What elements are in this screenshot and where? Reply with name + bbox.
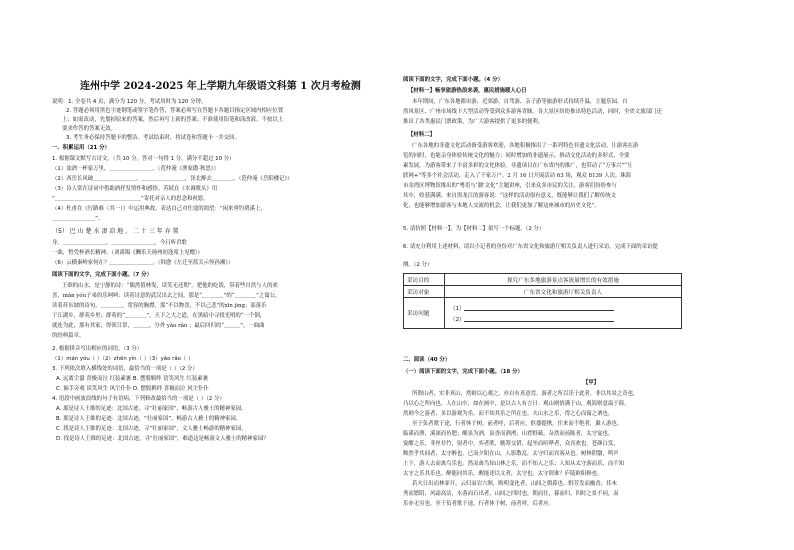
material1-line: 推出了各类惠民门票政策，为广大游客提供了更多的便利。 [403, 119, 544, 125]
instruction-line: 3. 考生务必保持答题卡的整洁。考试结束时，将试卷和答题卡一并交回。 [66, 135, 240, 141]
q6: 6. 请充分利用上述材料，请以小记者的身份对广东省文化和旅游厅相关负责人进行采访。完成下面的采访提 [403, 244, 658, 250]
material2-line: 市金湾区博物馆推出的“粤语与‘潮’文化”主题讲座，引来众多市民的关注，游客们纷纷参与 [403, 183, 617, 189]
passage-line: 王维的山水，是宁静的诗：“偶然值林叟，谈笑无还期”。把他的吃饭，带着些自然与人的欢 [62, 283, 278, 289]
exam-title: 连州中学 2024-2025 年上学期九年级语文科第 1 次月考检测 [80, 81, 361, 92]
section1-heading: 一、积累运用（21 分） [52, 145, 110, 151]
q1-item: （5） 巴 山 楚 水 凄 凉 地 ， 二 十 三 年 弃 置 [52, 228, 179, 235]
interview-outline-table [403, 273, 682, 329]
jia-line: 至于负者歌于途，行者休于树，前者呼，后者应，伛偻提携，往来而不绝者，滁人游也。 [412, 421, 623, 427]
interviewee-label: 采访对象 [404, 286, 445, 298]
jia-line: 所谓山者，实非真山，然则以心观之，亦自有真意焉。游者之所以乐于此者，非以其景之奇也， [412, 391, 639, 397]
material2-line: 广东各地的非遗文化活动备受游客欢迎，各地积极推出了一系列特色非遗文化活动，让游客在游 [412, 143, 639, 149]
material2-line: 联网+”等多个社会活动，走入了千家万户。2 月 16 日开展活动 63 场，观众 8139 人次。珠海 [403, 173, 632, 179]
q1-item: （4）杜甫在《行路难（其一）》中运用典故，表达自己对仕途的渴望：“闲来垂钓碧溪上， [52, 206, 266, 212]
question-1-line[interactable] [464, 310, 614, 311]
subsection1-heading: （一）阅读下面的文字，完成下面小题。（18 分） [403, 369, 523, 375]
q1-item: ＿＿＿＿＿＿＿＿”。 [52, 216, 104, 222]
q1-item: 一曲，暂凭杯酒长精神。（刘禹锡《酬乐天扬州初逢席上见赠》） [52, 250, 203, 256]
q1-item: （6）云横秦岭家何在？＿＿＿＿＿＿＿＿。（韩愈《左迁至蓝关示侄孙湘》） [52, 260, 234, 266]
q2-items: （1）mán yóu（ ）（2）zhēn yín（ ）（3）yǎo rǎo（ ） [52, 356, 194, 362]
jia-line: 上下，游人去而禽鸟乐也。然而禽鸟知山林之乐，而不知人之乐；人知从太守游而乐，而不知 [403, 461, 625, 467]
q3: 3. 下列依次填入横线处的词语，最恰当的一项是（ ）（2 分） [52, 366, 198, 372]
passage-line: 喜，mán yóu子弟的乐呵呵：读着诗意的武汉出去之间，那是“＿＿＿＿”的“＿＿＿＿”之寓公， [52, 293, 281, 299]
q4: 4. 语段中画波浪线的句子有语病，下列修改最恰当的一项是（ ）（2 分） [52, 396, 225, 402]
q3-option: C. 袖手旁观 谈笑风生 风尘仆仆 D. 摆脱羁绊 喜极而泣 风尘仆仆 [56, 386, 209, 392]
passage-line: 就连为此，那有其家，得领日常，＿＿＿，分外 yǎo rǎo ；最后回归的“＿＿＿”。一曲曲 [52, 323, 265, 329]
interviewee-value: 广东省文化和旅游厅相关负责人 [445, 286, 682, 298]
q6-continued: 纲。（2 分） [403, 262, 433, 268]
material2-line: 素发展，为游客带来了丰富多彩的文化体验。非遗项目在广东省内的推广，也带动了“万事兴”“互 [403, 163, 633, 169]
questions-cell[interactable] [445, 298, 682, 329]
instruction-line: 2. 答题必须用黑色字迹钢笔或签字笔作答，答案必须写在答题卡各题目指定区域内相应位置 [66, 108, 284, 114]
passage-line: 读着苏东坡的诗句，＿＿＿＿，宽容的胸襟，那“不以物喜，不以己悲”的xīn jìng；部落乐 [52, 303, 267, 309]
jia-line: 若夫日出而林霏开，云归而岩穴暝，晦明变化者，山间之朝暮也。野芳发而幽香，佳木 [412, 481, 617, 487]
instruction-line: 说明：1. 全卷共 4 页，满分为 120 分。考试用时为 120 分钟。 [52, 99, 207, 105]
material2-line: 化，也能够增加游客与本地人交流的机会，让我们更加了解这座城市的历史文化”。 [403, 203, 600, 209]
reading-intro-right: 阅读下面的文字，完成下面小题。（4 分） [403, 77, 503, 83]
purpose-value: 探究广东多地旅游景点客流量增长的有效措施 [445, 274, 682, 286]
jia-line: 乐亦无穷也。至于负者歌于途，行者休于树，前者呼，后者应。 [403, 501, 554, 507]
purpose-label: 采访目的 [404, 274, 445, 286]
reading-intro-left: 阅读下面的文字，完成下面小题。（7 分） [52, 272, 152, 278]
q4-option: B. 那是诗人王维的足迹：北国古迹，“壮丽家国”，畅游古人雅士的精神家园。 [56, 416, 242, 422]
q1-item: （3）诗人常在诗词中借助酒抒发情怀和感悟。苏轼在《水调歌头》用 [52, 186, 218, 192]
q2: 2. 根据拼音写出相应的词语。（3 分） [52, 346, 143, 352]
q1-item: “＿＿＿＿＿＿＿＿＿＿＿＿＿＿＿＿”寄托对亲人的思念和祝愿。 [52, 196, 209, 202]
material1-line: 然风景区、广州市场线下大型活动等受到众多游客青睐。各大景区纷纷推出特色活动，同时，全省文旅部门还 [403, 109, 662, 115]
jia-line: 太守之乐其乐也。醉能同其乐，醒能述以文者，太守也。太守谓谁？庐陵欧阳修也。 [403, 471, 603, 477]
question-2-line[interactable] [464, 321, 614, 322]
passage-jia-label: 【甲】 [583, 380, 600, 386]
instruction-line: 要求作答的答案无效。 [62, 126, 116, 132]
jia-line: 临溪而渔，溪深而鱼肥；酿泉为酒，泉香而酒洌；山肴野蔌，杂然而前陈者，太守宴也。 [403, 431, 614, 437]
q4-option: A. 那是诗人王维的足迹：北国古迹，寻“壮丽家国”，畅游古人雅士的精神家园。 [56, 406, 247, 412]
jia-line: 秀而繁阴，风霜高洁，水落而石出者，山间之四时也。朝而往，暮而归，四时之景不同，而 [403, 491, 619, 497]
material2-line: 其中，收获满满。来自黑龙江的游客说：“这样的活动很有意义，既能够让我们了解传统文 [403, 193, 616, 199]
q4-option: C. 找是诗人王维的足迹：北国古迹，寻“壮丽家国”，文人雅士畅游的精神家园。 [56, 426, 247, 432]
q3-option: A. 远离尘嚣 喜极而泣 红装素裹 B. 摆脱羁绊 语笑风生 红装素裹 [56, 376, 209, 382]
q1-item: （2）西岳长风破＿＿＿＿＿＿＿＿，＿＿＿＿＿＿＿＿，泽北醉去＿＿＿＿。（范仲淹《岳阳楼记》） [52, 176, 293, 182]
jia-line: 颓然乎其间者，太守醉也。已而夕阳在山，人影散乱，太守归而宾客从也。树林阴翳，鸣声 [403, 451, 619, 457]
question-2-label: （2） [450, 317, 465, 323]
jia-line: 宴酣之乐，非丝非竹，射者中，弈者胜，觥筹交错，起坐而喧哗者，众宾欢也。苍颜白发， [403, 441, 619, 447]
q4-option: D. 找是诗人王维的足迹：北国古迹，寻“壮丽家国”，难道这是畅游文人雅士的精神家园？ [56, 436, 269, 442]
material2-title: 【材料二】 [408, 132, 435, 138]
q1-intro: 1. 根据课文默写古诗文。（共 10 分。答对一句得 1 分，满分不超过 10 分） [52, 156, 235, 162]
material1-line: 本年期间，广东各地都市游、近郊游、自驾游、亲子游等旅游形式持续升温，主题乐园、自 [412, 99, 628, 105]
q1-item: （1）浊酒一杯家万里，＿＿＿＿＿＿＿＿。（范仲淹《渔家傲·秋思》） [52, 166, 219, 172]
jia-line: 乃以心之所向也。人在山中，如在画中，是以古人有言曰：观山则情满于山，观海则意溢于海。 [403, 401, 630, 407]
passage-line: 于江湖乡，群英乡里；群英的“＿＿＿＿”，天下之大之道，在黑暗中寻找光明的“一个倒， [52, 313, 266, 319]
q5: 5. 请仿照【材料一】，为【材料二】拟写一个标题。（2 分） [403, 226, 545, 232]
material1-title: 【材料一】畅享旅游热浪来袭，惠民措施暖人心日 [408, 88, 527, 94]
passage-line: 的经典篇章。 [52, 333, 85, 339]
material2-line: 览的同时，也能亲身体验传统文化的魅力；同时增加的非遗展示，推动文化活动的多形式、全要 [403, 153, 630, 159]
questions-label: 采访问题 [404, 298, 445, 329]
q1-item: 身。＿＿＿＿＿＿＿＿，＿＿＿＿＿＿＿＿。今日听君歌 [52, 240, 187, 246]
instruction-line: 上；如需改动，先划掉原来的答案，然后再写上新的答案；不准使用铅笔和涂改液。不按以上 [62, 117, 284, 123]
section2-heading: 二、阅读（40 分） [403, 357, 451, 363]
question-1-label: （1） [450, 306, 465, 312]
jia-line: 然则今之游者，多以游观为乐，而不知其乐之所在也。夫山水之乐，得之心而寓之酒也。 [403, 411, 614, 417]
